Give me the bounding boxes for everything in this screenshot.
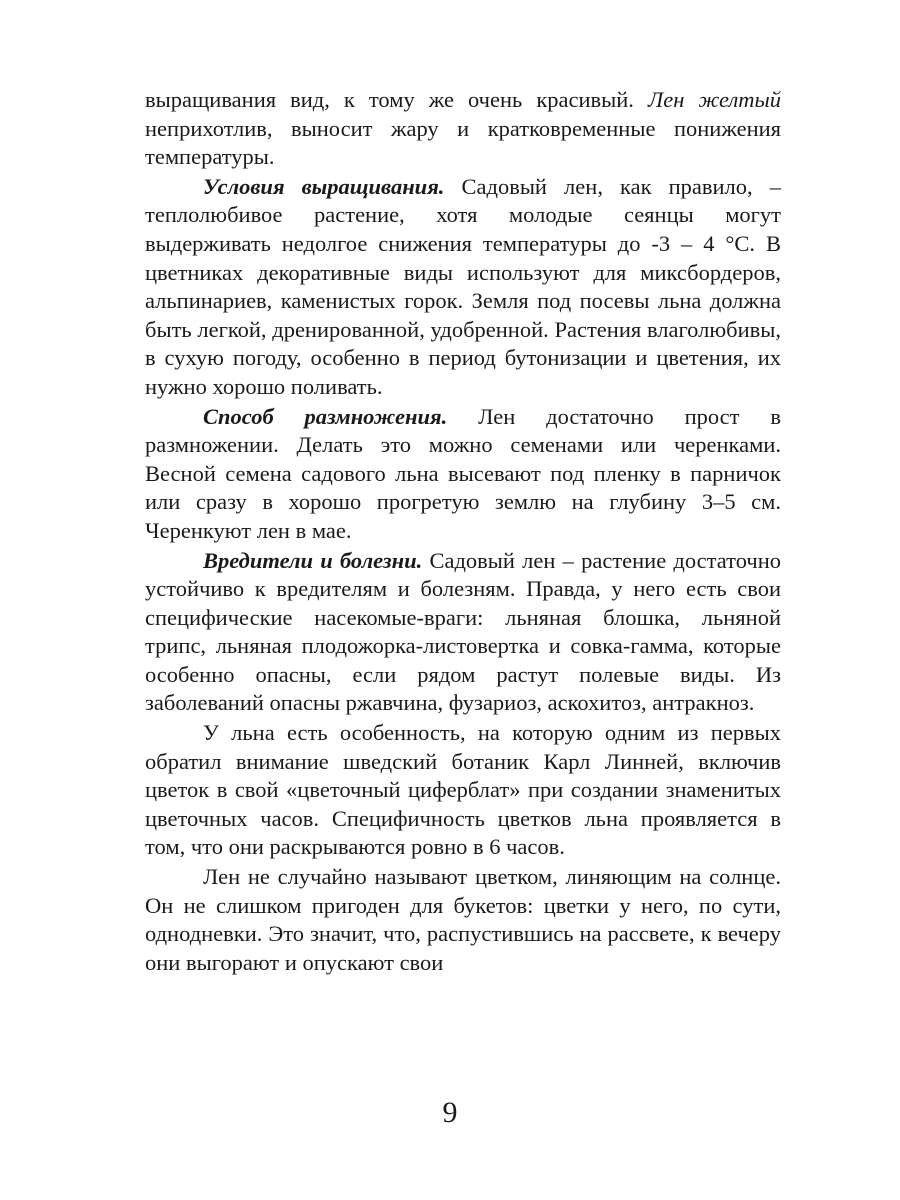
paragraph-text: Садовый лен – растение достаточно устойчиво к вредителям и болезням. Правда, у него есть свои специфические насекомые-враги: льняная блошка, льняной трипс, льняная плодожорка-листовертка и совка-гамма, которые особенно опасны, если рядом растут полевые виды. Из заболеваний опасны ржавчина, фузариоз, аскохитоз, антракноз. <box>145 547 781 716</box>
paragraph-text: неприхотлив, выносит жару и кратковременные понижения температуры. <box>145 115 781 170</box>
paragraph-fading-flower <box>145 863 781 977</box>
section-heading: Условия выращивания. <box>203 173 445 199</box>
italic-term: Лен желтый <box>647 87 781 112</box>
paragraph-growing-conditions <box>145 173 781 402</box>
paragraph-propagation <box>145 403 781 546</box>
paragraph-intro <box>145 86 781 172</box>
paragraph-linnaeus <box>145 719 781 862</box>
paragraph-text-before: выращивания вид, к тому же очень красивый. <box>145 87 648 112</box>
paragraph-text: У льна есть особенность, на которую одним из первых обратил внимание шведский ботаник Карл Линней, включив цветок в свой «цветочный циферблат» при создании знаменитых цветочных часов. Специфичность цветков льна проявляется в том, что они раскрываются ровно в 6 часов. <box>145 720 781 860</box>
paragraph-text: Лен не случайно называют цветком, линяющим на солнце. Он не слишком пригоден для букетов: цветки у него, по сути, однодневки. Это значит, что, распустившись на рассвете, к вечеру они выгорают и опускают свои <box>145 864 781 975</box>
section-heading: Способ размножения. <box>203 403 448 429</box>
paragraph-text: Лен достаточно прост в размножении. Делать это можно семенами или черенками. Весной семена садового льна высевают под пленку в парничок или сразу в хорошо прогретую землю на глубину 3–5 см. Черенкуют лен в мае. <box>145 403 782 543</box>
page-body <box>145 86 781 977</box>
page-number: 9 <box>442 1096 458 1129</box>
section-heading: Вредители и болезни. <box>203 547 423 573</box>
paragraph-text: Садовый лен, как правило, – теплолюбивое растение, хотя молодые сеянцы могут выдерживать недолгое снижения температуры до -3 – 4 °С. В цветниках декоративные виды используют для миксбордеров, альпинариев, каменистых горок. Земля под посевы льна должна быть легкой, дренированной, удобренной. Растения влаголюбивы, в сухую погоду, особенно в период бутонизации и цветения, их нужно хорошо поливать. <box>145 173 781 399</box>
paragraph-pests-diseases <box>145 547 781 719</box>
